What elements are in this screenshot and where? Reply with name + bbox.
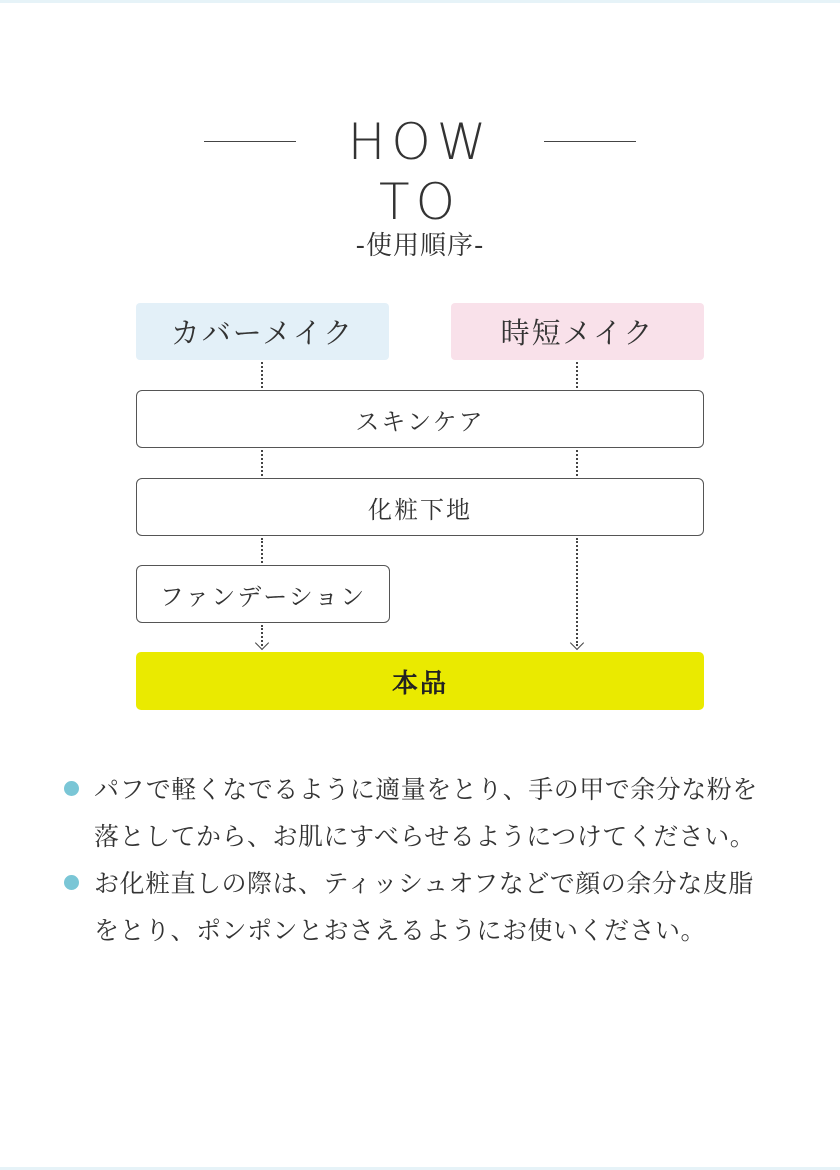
- cover-makeup-box: カバーメイク: [136, 303, 389, 360]
- title-rule-left: [204, 141, 296, 142]
- connector-left-3: [261, 538, 263, 563]
- note-line: をとり、ポンポンとおさえるようにお使いください。: [94, 916, 707, 945]
- note-item: [64, 766, 794, 860]
- connector-left-2: [261, 450, 263, 476]
- title-rule-right: [544, 141, 636, 142]
- note-line: 落としてから、お肌にすべらせるようにつけてください。: [94, 822, 756, 851]
- note-line: パフで軽くなでるように適量をとり、手の甲で余分な粉を: [94, 775, 758, 804]
- title-row: [0, 112, 840, 231]
- bullet-dot-icon: [64, 781, 79, 796]
- connector-left-1: [261, 362, 263, 388]
- top-edge-strip: [0, 0, 840, 3]
- note-line: お化粧直しの際は、ティッシュオフなどで顔の余分な皮脂: [94, 869, 754, 898]
- connector-right-1: [576, 362, 578, 388]
- quick-makeup-box: 時短メイク: [451, 303, 704, 360]
- product-step-box: 本品: [136, 652, 704, 710]
- page-title: HOW TO: [347, 113, 493, 231]
- foundation-step-box: ファンデーション: [136, 565, 390, 623]
- note-item: [64, 860, 794, 954]
- skincare-step-box: スキンケア: [136, 390, 704, 448]
- usage-notes: [64, 766, 794, 954]
- connector-right-long: [576, 538, 578, 646]
- bullet-dot-icon: [64, 875, 79, 890]
- usage-order-subtitle: -使用順序-: [355, 231, 485, 261]
- connector-right-2: [576, 450, 578, 476]
- arrow-down-icon: [255, 636, 269, 650]
- arrow-down-icon: [570, 636, 584, 650]
- makeup-base-step-box: 化粧下地: [136, 478, 704, 536]
